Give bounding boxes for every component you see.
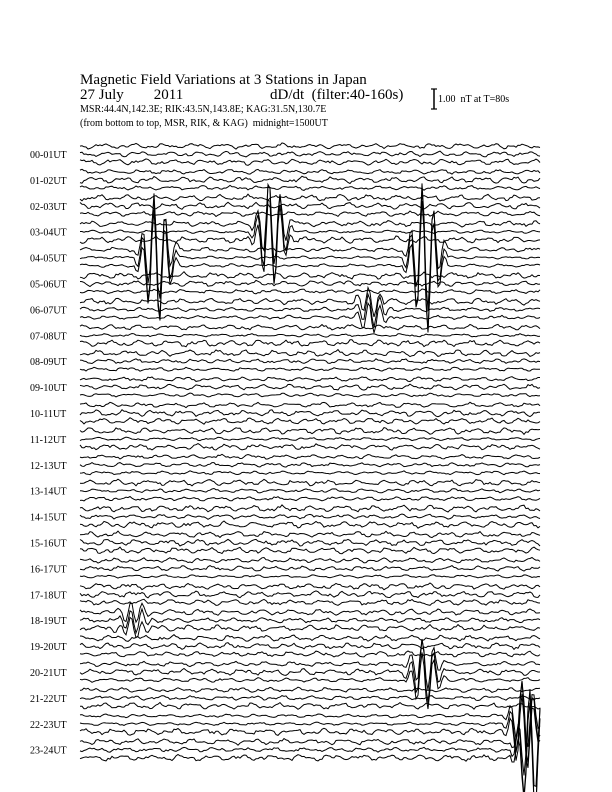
trace-kag (80, 428, 540, 435)
trace-kag (80, 324, 540, 330)
date-label: 27 July 2011 (80, 87, 184, 103)
row-label: 22-23UT (30, 719, 67, 731)
row-label: 16-17UT (30, 564, 67, 576)
trace-rik (80, 176, 540, 183)
row-label: 05-06UT (30, 279, 67, 291)
trace-msr (80, 547, 540, 554)
station-order-note: (from bottom to top, MSR, RIK, & KAG) midnight=1500UT (80, 118, 328, 129)
trace-kag (80, 143, 540, 149)
trace-kag (80, 681, 540, 747)
trace-rik (80, 202, 540, 209)
trace-msr (80, 521, 540, 528)
trace-msr (80, 651, 540, 657)
filter-label: dD/dt (filter:40-160s) (270, 87, 404, 103)
trace-msr (80, 599, 540, 605)
trace-msr (80, 340, 540, 347)
row-label: 04-05UT (30, 253, 67, 265)
row-label: 21-22UT (30, 693, 67, 705)
trace-msr (80, 444, 540, 451)
row-label: 14-15UT (30, 512, 67, 524)
trace-rik (80, 696, 540, 701)
trace-rik (80, 539, 540, 546)
row-label: 07-08UT (30, 331, 67, 343)
trace-rik (80, 514, 540, 519)
row-label: 06-07UT (30, 305, 67, 317)
trace-rik (80, 437, 540, 441)
trace-msr (80, 617, 540, 637)
row-label: 17-18UT (30, 590, 67, 602)
scale-label: 1.00 nT at T=80s (438, 94, 510, 105)
trace-kag (80, 377, 540, 382)
trace-msr (80, 211, 540, 217)
trace-kag (80, 505, 540, 512)
trace-rik (80, 384, 540, 390)
trace-rik (80, 334, 540, 338)
trace-kag (80, 583, 540, 590)
trace-msr (80, 652, 540, 709)
row-label: 13-14UT (30, 486, 67, 498)
trace-rik (80, 280, 540, 286)
trace-rik (80, 151, 540, 157)
trace-msr (80, 393, 540, 397)
row-label: 12-13UT (30, 460, 67, 472)
trace-rik (80, 489, 540, 493)
trace-msr (80, 303, 540, 333)
trace-msr (80, 201, 540, 333)
trace-rik (80, 591, 540, 598)
trace-msr (80, 159, 540, 165)
row-label: 23-24UT (30, 745, 67, 757)
row-label: 08-09UT (30, 357, 67, 369)
row-label: 02-03UT (30, 201, 67, 213)
trace-msr (80, 185, 540, 190)
row-label: 00-01UT (30, 150, 67, 161)
row-label: 15-16UT (30, 538, 67, 550)
trace-msr (80, 703, 540, 710)
trace-kag (80, 350, 540, 357)
trace-rik (80, 463, 540, 468)
trace-kag (80, 185, 540, 264)
row-label: 19-20UT (30, 642, 67, 654)
trace-rik (80, 410, 540, 417)
trace-rik (80, 609, 540, 633)
chart-title: Magnetic Field Variations at 3 Stations in Japan (80, 72, 367, 88)
trace-kag (80, 687, 540, 692)
trace-kag (80, 454, 540, 459)
trace-msr (80, 471, 540, 475)
trace-rik (80, 643, 540, 650)
trace-msr (80, 367, 540, 371)
trace-kag (80, 169, 540, 174)
row-label: 01-02UT (30, 175, 67, 187)
trace-kag (80, 635, 540, 642)
row-label: 10-11UT (30, 409, 67, 420)
trace-kag (80, 531, 540, 538)
trace-msr (80, 497, 540, 501)
row-label: 03-04UT (30, 227, 67, 239)
trace-kag (80, 402, 540, 407)
trace-msr (80, 418, 540, 425)
trace-kag (80, 558, 540, 564)
trace-kag (80, 479, 540, 486)
trace-msr (80, 575, 540, 578)
trace-rik (80, 566, 540, 572)
row-label: 20-21UT (30, 668, 67, 679)
trace-kag (80, 194, 540, 201)
trace-rik (80, 639, 540, 703)
row-label: 18-19UT (30, 616, 67, 628)
station-coordinates: MSR:44.4N,142.3E; RIK:43.5N,143.8E; KAG:31.5N,130.7E (80, 104, 327, 115)
row-label: 11-12UT (30, 434, 67, 446)
row-label: 09-10UT (30, 383, 67, 395)
trace-rik (80, 359, 540, 364)
